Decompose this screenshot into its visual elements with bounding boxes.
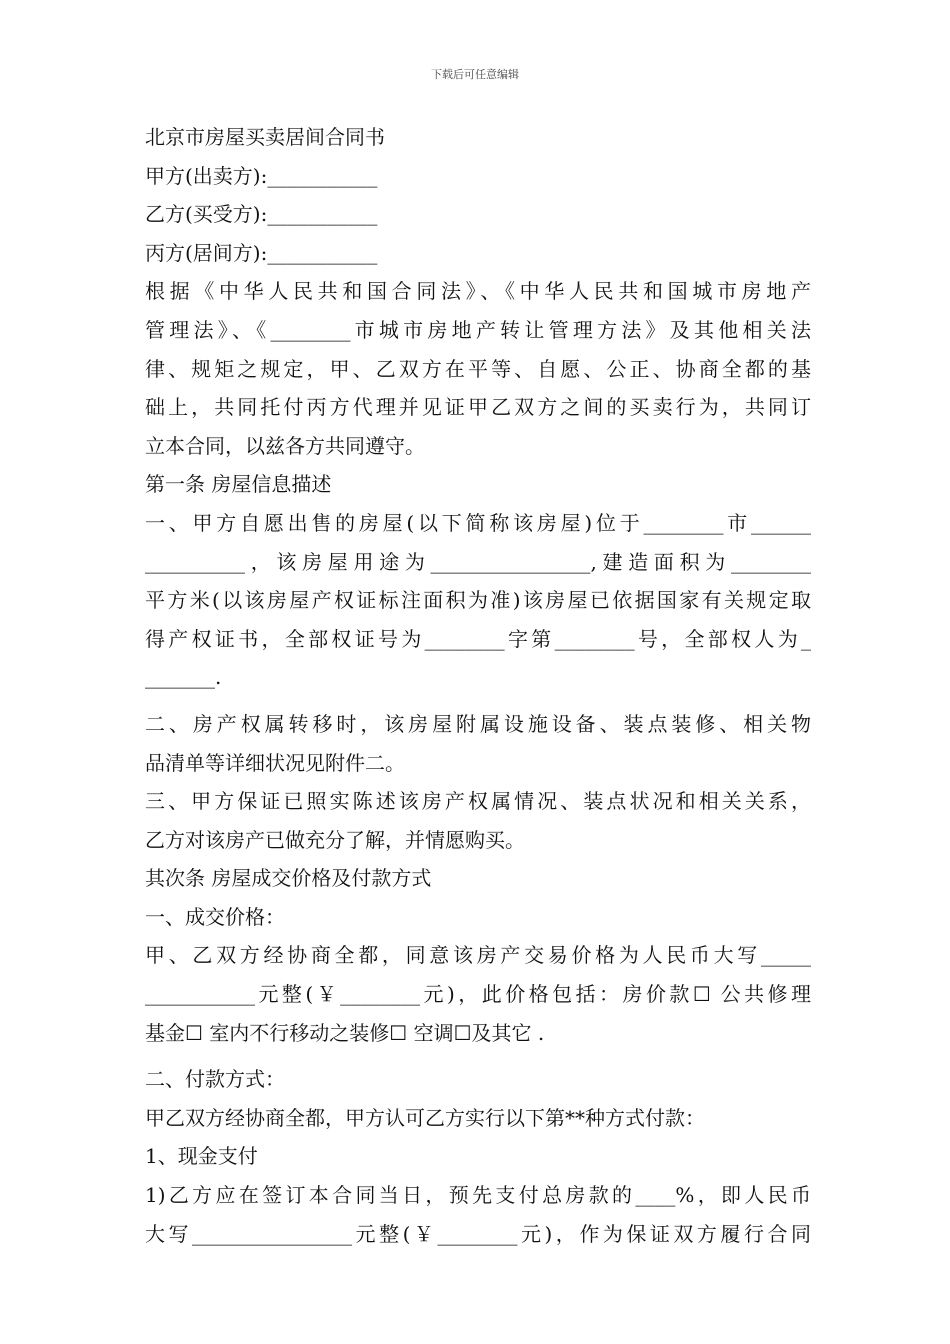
article-1-clause-1-line-3: 平方米(以该房屋产权证标注面积为准)该房屋已依据国家有关规定取 <box>145 588 811 613</box>
party-a-field: 甲方(出卖方):___________ <box>145 163 378 188</box>
intro-line-3: 律、规矩之规定，甲、乙双方在平等、自愿、公正、协商全都的基 <box>145 356 811 381</box>
article-1-clause-1-line-4: 得产权证书，全部权证号为________字第________号，全部权人为_ <box>145 626 811 651</box>
contract-body <box>145 118 811 1253</box>
page-header-note: 下载后可任意编辑 <box>431 68 519 81</box>
article-2-price-line-3: 基金☐ 室内不行移动之装修☐ 空调☐及其它 . <box>145 1020 545 1045</box>
party-b-field: 乙方(买受方):___________ <box>145 202 378 227</box>
article-2-price-line-2: ___________元整(￥________元)，此价格包括：房价款☐ 公共修理 <box>145 982 811 1007</box>
payment-option-1-heading: 1、现金支付 <box>145 1144 258 1169</box>
article-2-section-1-heading: 一、成交价格： <box>145 904 285 929</box>
article-1-clause-1-line-5: _______. <box>145 665 222 690</box>
payment-option-1-item-1-line-1: 1)乙方应在签订本合同当日，预先支付总房款的____%，即人民币 <box>145 1183 811 1208</box>
contract-title: 北京市房屋买卖居间合同书 <box>145 125 385 149</box>
article-2-heading: 其次条 房屋成交价格及付款方式 <box>145 866 432 891</box>
party-c-field: 丙方(居间方):___________ <box>145 240 378 265</box>
article-1-clause-3-line-2: 乙方对该房产已做充分了解，并情愿购买。 <box>145 827 525 852</box>
article-1-heading: 第一条 房屋信息描述 <box>145 472 332 497</box>
payment-option-1-item-1-line-2: 大写________________元整(￥________元)，作为保证双方履行合同 <box>145 1221 811 1246</box>
article-1-clause-3-line-1: 三、甲方保证已照实陈述该房产权属情况、装点状况和相关关系， <box>145 789 811 814</box>
article-2-section-2-heading: 二、付款方式： <box>145 1067 285 1092</box>
article-2-price-line-1: 甲、乙双方经协商全都，同意该房产交易价格为人民币大写_____ <box>145 943 811 968</box>
article-2-payment-intro: 甲乙双方经协商全都，甲方认可乙方实行以下第**种方式付款： <box>145 1105 705 1130</box>
intro-line-2: 管理法》、《________市城市房地产转让管理方法》及其他相关法 <box>145 317 811 342</box>
article-1-clause-2-line-1: 二、房产权属转移时，该房屋附属设施设备、装点装修、相关物 <box>145 711 811 736</box>
article-1-clause-2-line-2: 品清单等详细状况见附件二。 <box>145 750 405 775</box>
intro-line-5: 立本合同，以兹各方共同遵守。 <box>145 433 425 458</box>
intro-line-1: 根据《中华人民共和国合同法》、《中华人民共和国城市房地产 <box>145 279 811 304</box>
intro-line-4: 础上，共同托付丙方代理并见证甲乙双方之间的买卖行为，共同订 <box>145 395 811 420</box>
article-1-clause-1-line-2: __________，该房屋用途为________________,建造面积为________ <box>145 549 811 574</box>
article-1-clause-1-line-1: 一、甲方自愿出售的房屋(以下简称该房屋)位于________市______ <box>145 510 811 535</box>
